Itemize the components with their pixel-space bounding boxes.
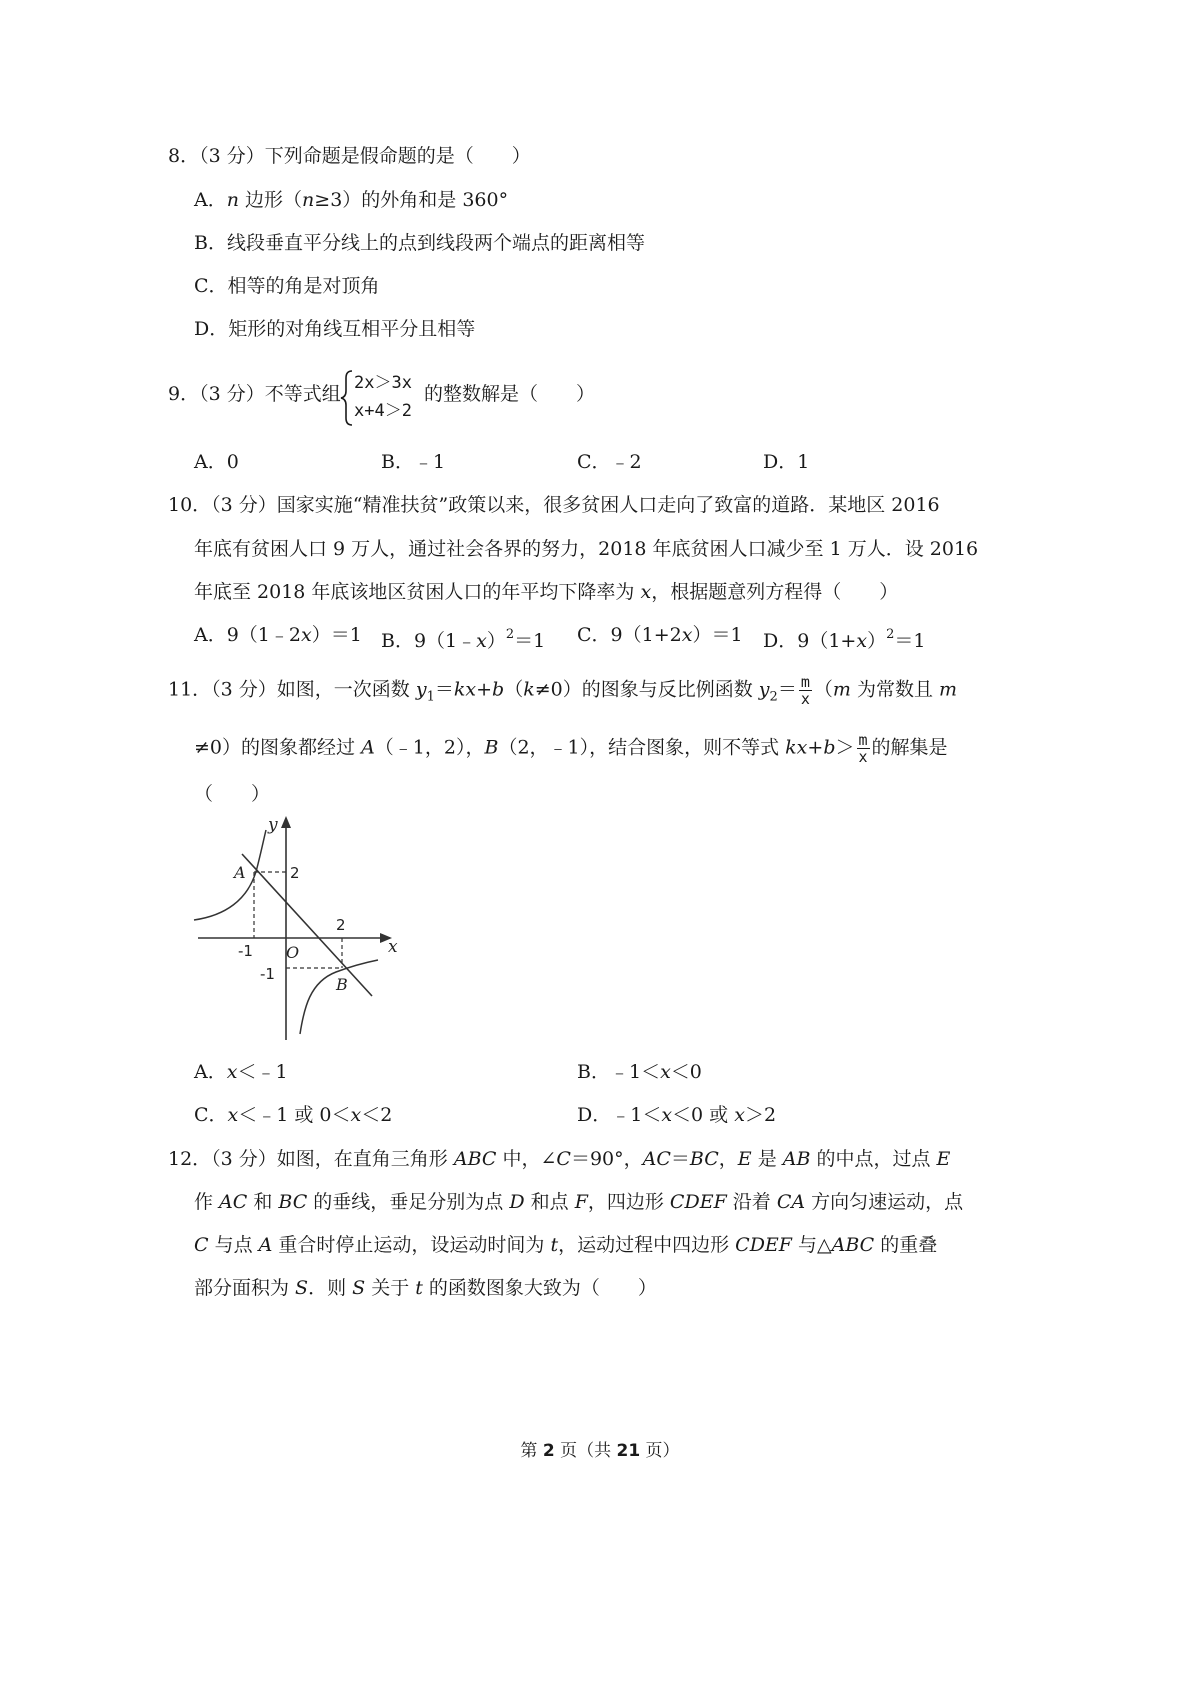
tick-label-x-2: 2 <box>336 916 346 934</box>
q8-option-d: D．矩形的对角线互相平分且相等 <box>194 318 476 340</box>
text: ＞2 <box>744 1104 777 1126</box>
q9-inequality-2: x+4＞2 <box>354 401 412 421</box>
var: x <box>226 1061 238 1083</box>
var: B <box>484 736 499 759</box>
q9-option-c: C．﹣2 <box>577 451 642 473</box>
var: y <box>415 678 427 701</box>
hyperbola-branch-lower-right <box>300 960 378 1034</box>
q11-option-a <box>194 1060 288 1084</box>
text: ≠0）的图象与反比例函数 <box>534 678 759 701</box>
q11-option-b <box>577 1060 702 1084</box>
label-origin: O <box>286 943 300 962</box>
q12-line-4 <box>194 1276 657 1300</box>
q9-option-d: D．1 <box>763 451 810 473</box>
label-point-b: B <box>336 975 348 994</box>
text: 中，∠ <box>496 1148 557 1170</box>
text: 和 <box>247 1191 279 1213</box>
text: ＝1 <box>514 630 546 652</box>
denominator: x <box>858 748 868 766</box>
subscript: 1 <box>426 689 435 705</box>
denominator: x <box>800 690 810 708</box>
text: 页） <box>640 1441 680 1461</box>
fraction <box>857 732 870 765</box>
text: ≥3）的外角和是 360° <box>314 189 509 211</box>
label-point-a: A <box>234 863 246 882</box>
var: AC <box>642 1148 671 1170</box>
var: AB <box>782 1148 811 1170</box>
q11-line-2 <box>194 732 948 765</box>
text: 和点 <box>524 1191 575 1213</box>
var: CDEF <box>735 1234 792 1256</box>
text: 页（共 <box>554 1441 617 1461</box>
q9-option-b: B．﹣1 <box>381 451 446 473</box>
text: ，运动过程中四边形 <box>558 1234 736 1256</box>
text: 的中点，过点 <box>810 1148 937 1170</box>
text: 的垂线，垂足分别为点 <box>307 1191 510 1213</box>
text: 为常数且 <box>850 678 939 701</box>
var: x <box>660 1061 671 1083</box>
q8-option-a <box>194 188 508 212</box>
text: 与△ <box>791 1234 832 1256</box>
var: ABC <box>453 1148 497 1170</box>
text: 的解集是 <box>871 736 948 759</box>
var: x <box>227 1104 239 1126</box>
text: （ <box>813 678 833 701</box>
q8-option-b: B．线段垂直平分线上的点到线段两个端点的距离相等 <box>194 232 645 254</box>
q10-option-a <box>194 623 362 647</box>
q12-line-3 <box>194 1233 937 1257</box>
text: 边形（ <box>238 189 303 211</box>
q10-line-3 <box>194 580 898 604</box>
q9-stem-post: 的整数解是（ ） <box>424 383 596 405</box>
text: 作 <box>194 1191 220 1213</box>
q9-stem-pre: 9．（3 分）不等式组 <box>168 383 341 405</box>
text: ．则 <box>308 1277 353 1299</box>
var: D <box>509 1191 525 1213</box>
text: 的函数图象大致为（ ） <box>422 1277 657 1299</box>
text: 是 <box>751 1148 783 1170</box>
var: CDEF <box>669 1191 727 1213</box>
var: n <box>302 189 315 211</box>
var: A <box>361 736 375 759</box>
numerator: m <box>858 731 868 749</box>
expr: kx+b <box>453 678 505 701</box>
text: 第 <box>520 1441 543 1461</box>
var: y <box>758 678 770 701</box>
label-y: y <box>268 815 278 835</box>
text: A． <box>194 1061 227 1083</box>
page-number: 2 <box>542 1441 555 1461</box>
text: 方向匀速运动，点 <box>805 1191 964 1213</box>
var: ABC <box>831 1234 875 1256</box>
tick-label-y-2: 2 <box>290 864 300 882</box>
text: ）＝1 <box>311 624 362 646</box>
text: ＝1 <box>894 630 926 652</box>
text: 年底至 2018 年底该地区贫困人口的年平均下降率为 <box>194 581 641 603</box>
var: x <box>661 1104 673 1126</box>
var: x <box>301 624 312 646</box>
text: （ <box>504 678 524 701</box>
text: 部分面积为 <box>194 1277 296 1299</box>
q10-line-1: 10．（3 分）国家实施“精准扶贫”政策以来，很多贫困人口走向了致富的道路．某地区 2016 <box>168 494 940 516</box>
text: ，四边形 <box>587 1191 670 1213</box>
q11-line-3: （ ） <box>194 783 271 805</box>
subscript: 2 <box>769 689 778 705</box>
var: x <box>350 1104 362 1126</box>
text: A． <box>194 189 227 211</box>
text: D．﹣1＜ <box>577 1104 662 1126</box>
var: x <box>681 624 693 646</box>
var: E <box>936 1148 951 1170</box>
q10-option-b <box>381 623 545 653</box>
text: ＝ <box>777 678 797 701</box>
var: S <box>295 1277 309 1299</box>
q11-line-1 <box>168 674 957 710</box>
text: （2，﹣1），结合图象，则不等式 <box>498 736 786 759</box>
numerator: m <box>800 673 810 691</box>
text: A．9（1﹣2 <box>194 624 301 646</box>
var: n <box>226 189 239 211</box>
brace-icon <box>340 370 354 426</box>
text: ） <box>486 630 506 652</box>
q10-option-c <box>577 623 743 647</box>
var: C <box>194 1234 209 1256</box>
q8-stem: 8．（3 分）下列命题是假命题的是（ ） <box>168 145 531 167</box>
text: ）＝1 <box>692 624 743 646</box>
total-pages: 21 <box>616 1441 641 1461</box>
text: ＞ <box>835 736 855 759</box>
text: 与点 <box>208 1234 259 1256</box>
text: ＝ <box>670 1148 690 1170</box>
text: B．﹣1＜ <box>577 1061 661 1083</box>
text: ，根据题意列方程得（ ） <box>651 581 899 603</box>
var: x <box>856 630 868 652</box>
text: ＜﹣1 或 0＜ <box>238 1104 351 1126</box>
q11-option-d <box>577 1103 776 1127</box>
fraction <box>799 674 812 707</box>
y-axis-arrow-icon <box>281 816 291 828</box>
text: ＝90°， <box>570 1148 643 1170</box>
var: AC <box>219 1191 248 1213</box>
text: ＜0 <box>670 1061 702 1083</box>
var: F <box>574 1191 588 1213</box>
text: 沿着 <box>726 1191 777 1213</box>
var: x <box>476 630 487 652</box>
var: t <box>550 1234 559 1256</box>
text: D．9（1+ <box>763 630 857 652</box>
exponent: 2 <box>886 627 895 642</box>
text: 11．（3 分）如图，一次函数 <box>168 678 416 701</box>
var: BC <box>689 1148 719 1170</box>
var: k <box>523 678 535 701</box>
tick-label-y-minus-1: -1 <box>260 965 275 983</box>
q12-line-2 <box>194 1190 963 1214</box>
q9-inequality-1: 2x＞3x <box>354 373 412 393</box>
text: C． <box>194 1104 228 1126</box>
text: C．9（1+2 <box>577 624 682 646</box>
q12-line-1 <box>168 1147 950 1171</box>
text: 12．（3 分）如图，在直角三角形 <box>168 1148 454 1170</box>
label-x: x <box>388 937 398 957</box>
text: ＜0 或 <box>672 1104 735 1126</box>
var: m <box>939 678 958 701</box>
text: ≠0）的图象都经过 <box>194 736 362 759</box>
q11-function-graph <box>192 812 402 1046</box>
var: m <box>832 678 851 701</box>
q8-option-c: C．相等的角是对顶角 <box>194 275 380 297</box>
var: E <box>737 1148 752 1170</box>
var: CA <box>776 1191 806 1213</box>
tick-label-x-minus-1: -1 <box>238 942 253 960</box>
var: x <box>640 581 652 603</box>
var: t <box>415 1277 423 1299</box>
expr: kx+b <box>785 736 836 759</box>
exponent: 2 <box>505 627 515 642</box>
text: ＜2 <box>361 1104 393 1126</box>
hyperbola-branch-upper-left <box>194 830 266 920</box>
q9-option-a: A．0 <box>194 451 239 473</box>
var: C <box>556 1148 571 1170</box>
text: ＜﹣1 <box>237 1061 288 1083</box>
text: ， <box>718 1148 738 1170</box>
q10-line-2: 年底有贫困人口 9 万人，通过社会各界的努力，2018 年底贫困人口减少至 1 万人．设 2016 <box>194 538 979 560</box>
text: （﹣1，2）， <box>374 736 485 759</box>
q9-inequality-system <box>340 370 426 426</box>
text: 的重叠 <box>874 1234 938 1256</box>
q10-option-d <box>763 623 925 653</box>
text: ） <box>867 630 887 652</box>
text: 重合时停止运动，设运动时间为 <box>272 1234 551 1256</box>
text: B．9（1﹣ <box>381 630 477 652</box>
var: x <box>734 1104 745 1126</box>
q11-option-c <box>194 1103 392 1127</box>
text: ＝ <box>434 678 454 701</box>
text: 关于 <box>365 1277 416 1299</box>
var: A <box>258 1234 273 1256</box>
var: BC <box>278 1191 308 1213</box>
var: S <box>352 1277 366 1299</box>
page-footer <box>0 1436 1200 1461</box>
